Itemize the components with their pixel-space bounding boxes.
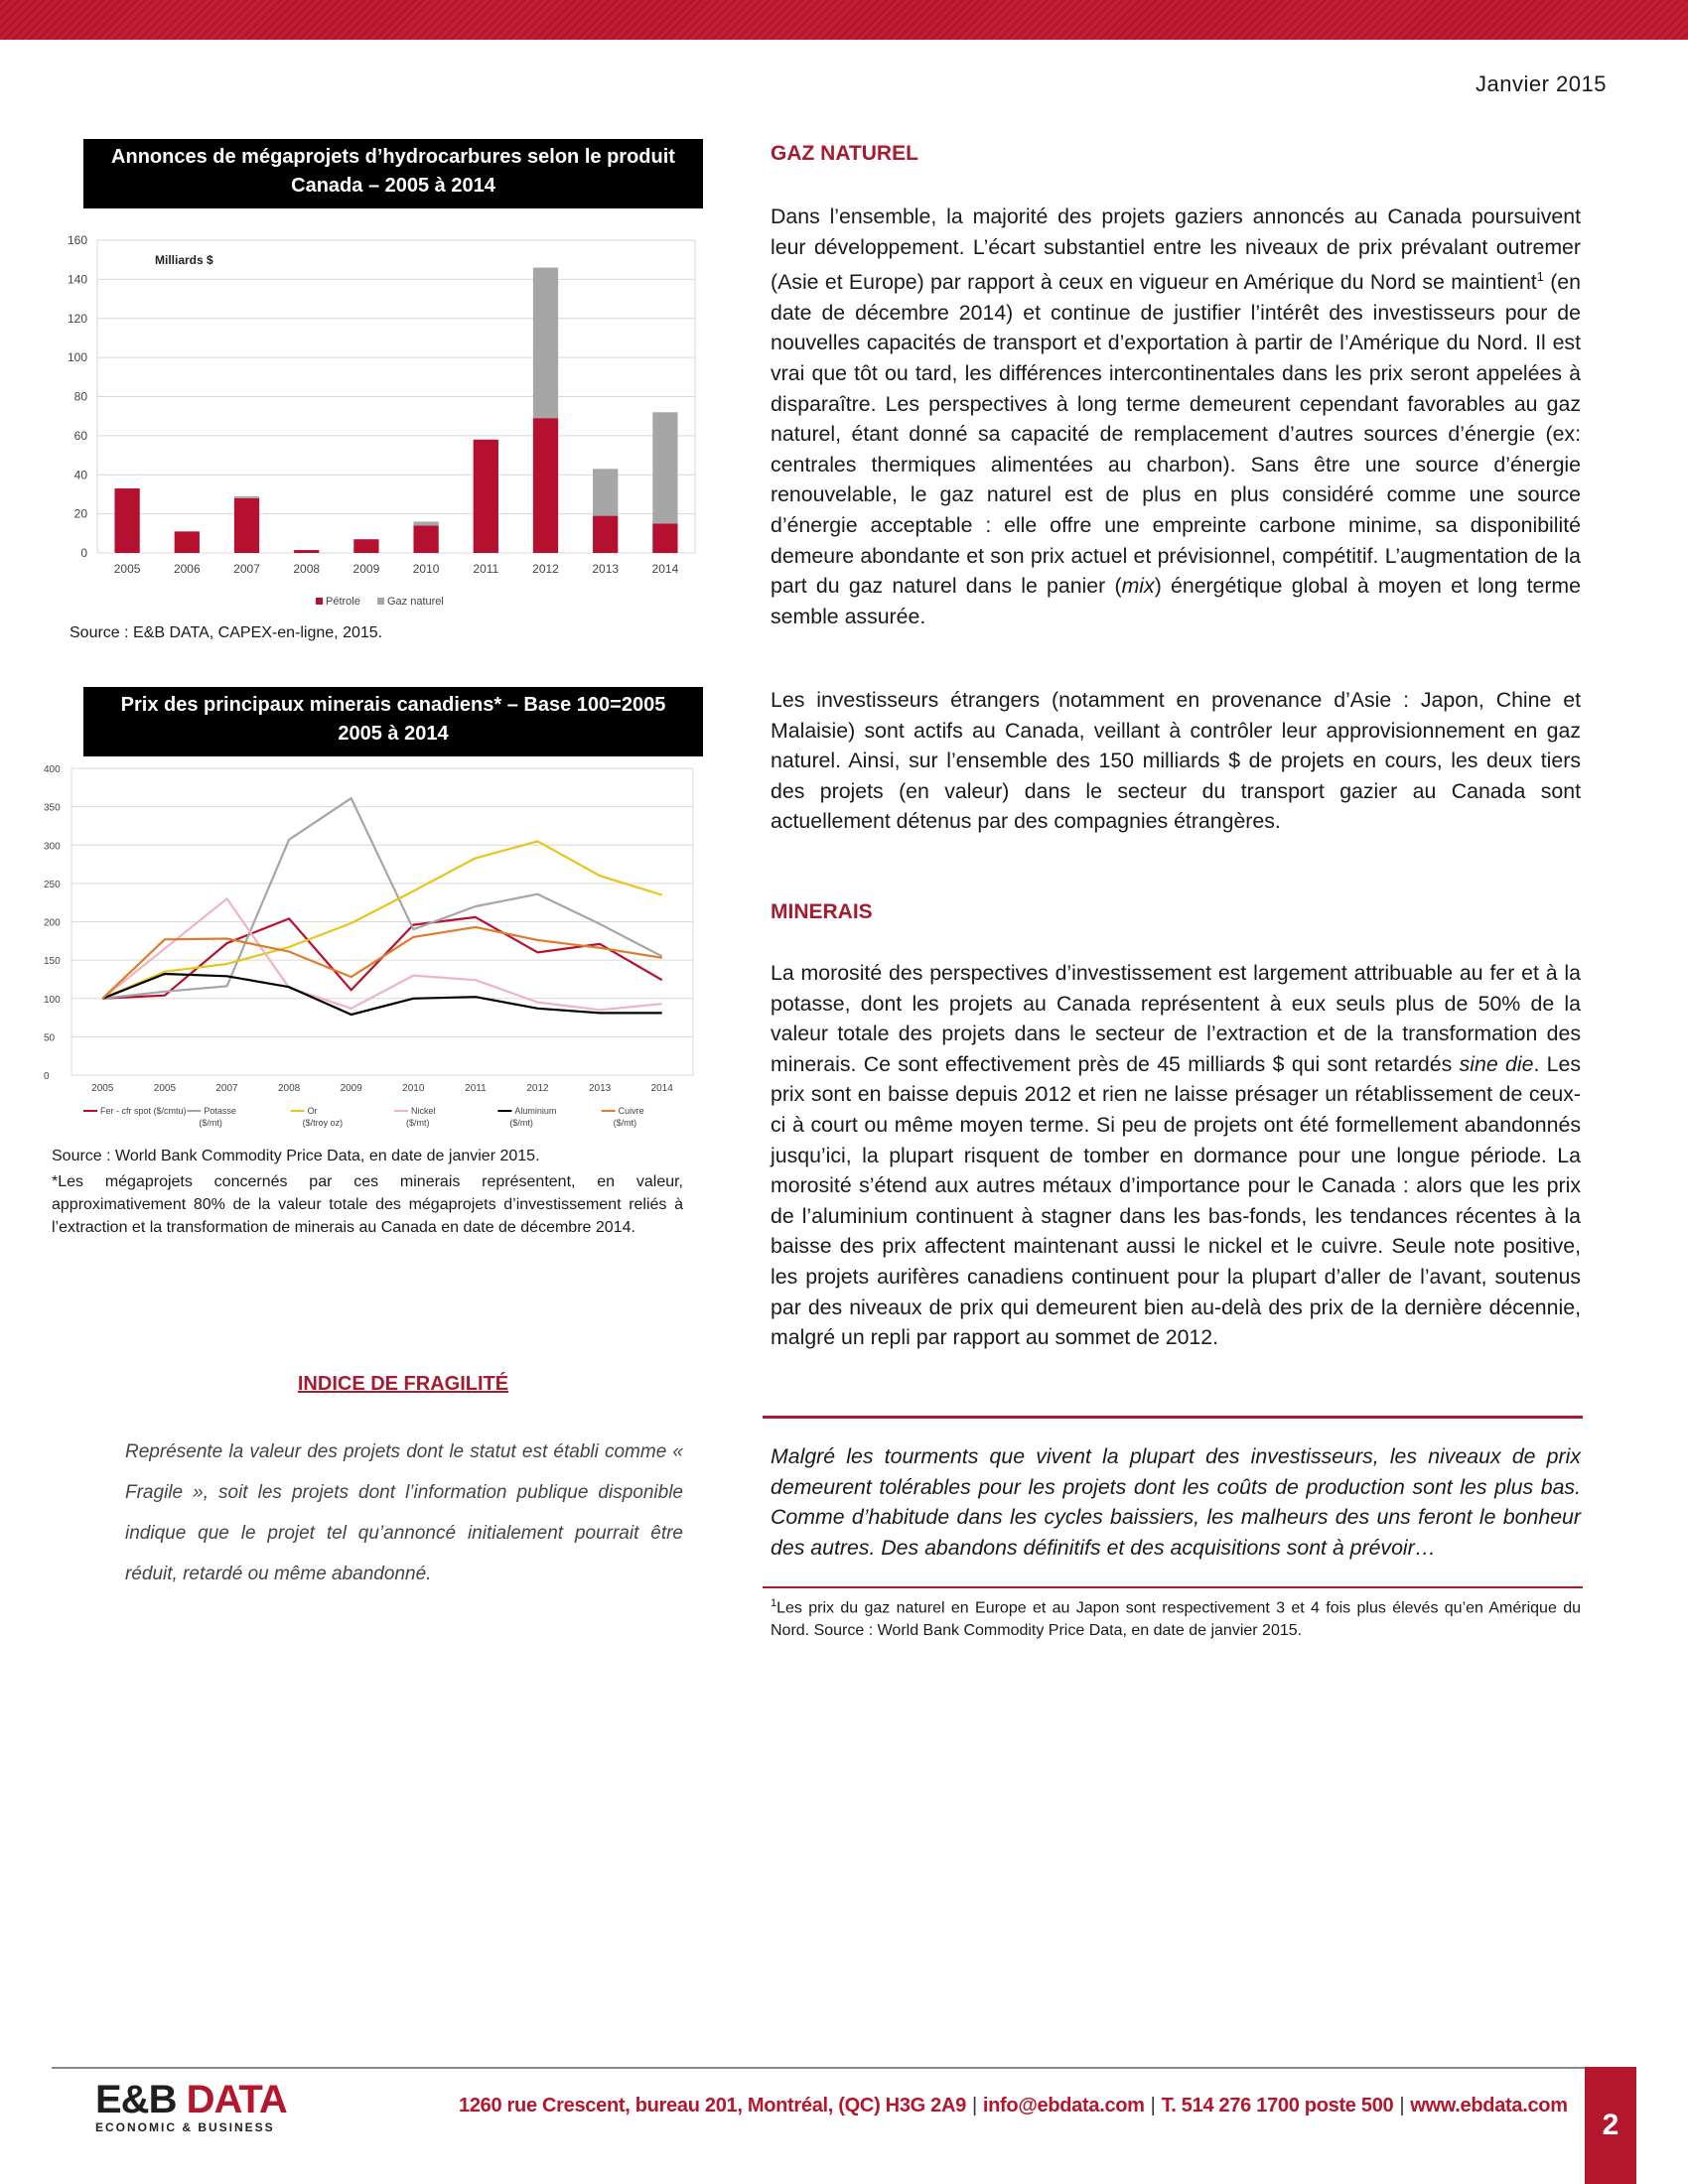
- fragility-title: INDICE DE FRAGILITÉ: [297, 1373, 509, 1395]
- chart1-legend-swatch: [316, 598, 323, 605]
- chart1-bar-gaz: [652, 412, 677, 523]
- chart1-title-line2: Canada – 2005 à 2014: [291, 175, 495, 197]
- conclusion-quote: Malgré les tourments que vivent la plupart des investisseurs, les niveaux de prix demeurent tolérables pour les projets dont les coûts de production sont les plus bas. Comme d’habitude dans les cycles baissiers, les malheurs des uns feront le bonheur des autres. Des abandons définitifs et des acquisitions sont à prévoir…: [771, 1444, 1581, 1560]
- chart1-bar-petrole: [234, 498, 259, 553]
- page-number: 2: [1585, 2067, 1636, 2184]
- chart1-x-tick-label: 2011: [473, 562, 499, 576]
- chart2-legend-label: Potasse: [204, 1106, 236, 1116]
- chart1-x-tick-label: 2006: [173, 562, 201, 576]
- chart2-x-tick-label: 2011: [465, 1083, 487, 1094]
- gaz-paragraph-2: Les investisseurs étrangers (notamment en provenance d’Asie : Japon, Chine et Malaisie) sont actifs au Canada, veillant à contrôler leur approvisionnement en gaz naturel. Ainsi, sur l’ensemble des 150 milliards $ de projets en cours, les deux tiers des projets (en valeur) dans le secteur du transport gazier au Canada sont actuellement détenus par des compagnies étrangères.: [771, 688, 1581, 834]
- chart1-bar-petrole: [294, 550, 319, 553]
- chart2-y-tick-label: 100: [44, 994, 61, 1006]
- chart2-legend-label: Aluminium: [514, 1106, 557, 1116]
- chart2-title-line1: Prix des principaux minerais canadiens* – Base 100=2005: [120, 694, 666, 716]
- chart1-bar-chart: [50, 228, 705, 615]
- chart1-x-tick-label: 2009: [352, 562, 380, 576]
- chart2-x-tick-label: 2012: [526, 1083, 549, 1094]
- chart2-legend-label-unit: ($/mt): [199, 1118, 222, 1128]
- chart1-x-tick-label: 2012: [532, 562, 559, 576]
- chart2-legend-label: Fer - cfr spot ($/cmtu): [100, 1106, 187, 1116]
- chart1-bar-petrole: [413, 525, 438, 553]
- chart2-series-line: [102, 927, 661, 999]
- chart1-bar-gaz: [533, 268, 558, 419]
- chart2-legend-label-unit: ($/mt): [613, 1118, 637, 1128]
- chart2-note: *Les mégaprojets concernés par ces minerais représentent, en valeur, approximativement 80% de la valeur totale des mégaprojets d’investissement reliés à l’extraction et la transformation de minerais au Canada en date de décembre 2014.: [52, 1173, 683, 1236]
- chart1-y-tick-label: 80: [73, 389, 87, 404]
- chart2-x-tick-label: 2005: [91, 1083, 114, 1094]
- chart2-line-chart: [38, 762, 705, 1146]
- chart1-x-tick-label: 2010: [412, 562, 440, 576]
- chart1-y-tick-label: 140: [67, 272, 87, 287]
- chart1-y-tick-label: 0: [80, 546, 87, 560]
- chart2-legend-label: Cuivre: [618, 1106, 644, 1116]
- minerais-paragraph: La morosité des perspectives d’investissement est largement attribuable au fer et à la potasse, dont les projets au Canada représentent à eux seuls plus de 50% de la valeur totale des projets dans le secteur de l’extraction et de la transformation des minerais. Ce sont effectivement près de 45 milliards $ qui sont retardés sine die. Les prix sont en baisse depuis 2012 et rien ne laisse présager un rétablissement de ceux-ci à court ou même moyen terme. Si peu de projets ont été formellement abandonnés jusqu’ici, la plupart risquent de tomber en dormance pour une longue période. La morosité s’étend aux autres métaux d’importance pour le Canada : alors que les prix de l’aluminium continuent à stagner dans les bas-fonds, les tendances récentes à la baisse des prix affectent maintenant aussi le nickel et le cuivre. Seule note positive, les projets aurifères canadiens continuent pour la plupart d’aller de l’avant, soutenus par des niveaux de prix qui demeurent bien au-delà des prix de la dernière décennie, malgré un repli par rapport au sommet de 2012.: [771, 961, 1582, 1350]
- minerais-section-title: MINERAIS: [771, 900, 873, 923]
- footnote: $^1$Les prix du gaz naturel en Europe et au Japon sont respectivement 3 et 4 fois plus élevés qu’en Amérique du Nord. Source : World Bank Commodity Price Data, en date de janvier 2015.: [771, 1597, 1581, 1640]
- chart1-bar-petrole: [652, 523, 677, 553]
- eb-data-logo: E&B DATA ECONOMIC & BUSINESS: [95, 2078, 287, 2134]
- chart1-y-tick-label: 160: [67, 233, 87, 247]
- chart2-y-tick-label: 200: [44, 917, 61, 929]
- chart2-x-tick-label: 2013: [588, 1083, 612, 1094]
- chart2-x-tick-label: 2007: [215, 1083, 238, 1094]
- chart1-y-tick-label: 40: [73, 468, 87, 482]
- chart1-x-tick-label: 2007: [233, 562, 260, 576]
- chart1-x-tick-label: 2013: [592, 562, 620, 576]
- chart1-x-tick-label: 2014: [651, 562, 679, 576]
- chart1-x-tick-label: 2005: [113, 562, 141, 576]
- chart2-legend-label-unit: ($/mt): [406, 1118, 430, 1128]
- chart2-x-tick-label: 2008: [277, 1083, 301, 1094]
- quote-divider-top: [763, 1416, 1583, 1419]
- chart1-bar-petrole: [593, 516, 618, 553]
- chart2-y-tick-label: 250: [44, 879, 61, 890]
- chart1-ylabel: Milliards $: [155, 253, 213, 267]
- chart1-bar-gaz: [593, 469, 618, 515]
- chart2-source: Source : World Bank Commodity Price Data, en date de janvier 2015.: [52, 1148, 540, 1164]
- chart1-y-tick-label: 120: [67, 311, 87, 326]
- chart1-x-tick-label: 2008: [293, 562, 321, 576]
- footer-rule: [52, 2067, 1636, 2069]
- chart2-y-tick-label: 300: [44, 841, 61, 853]
- top-red-band: [0, 0, 1688, 40]
- chart2-y-tick-label: 400: [44, 764, 61, 775]
- chart1-bar-petrole: [175, 531, 200, 553]
- chart2-series-line: [102, 974, 661, 1015]
- chart1-bar-petrole: [353, 539, 378, 553]
- chart2-y-tick-label: 150: [44, 956, 61, 968]
- chart2-legend-label: Nickel: [411, 1106, 436, 1116]
- chart1-title: [83, 139, 703, 208]
- chart1-legend-label: Gaz naturel: [387, 596, 444, 608]
- footer-address: 1260 rue Crescent, bureau 201, Montréal, (QC) H3G 2A9: [459, 2095, 966, 2116]
- chart1-bar-gaz: [234, 496, 259, 498]
- chart2-legend-label-unit: ($/troy oz): [302, 1118, 344, 1128]
- chart2-y-tick-label: 50: [44, 1032, 56, 1044]
- chart2-x-tick-label: 2010: [402, 1083, 425, 1094]
- chart1-bar-petrole: [533, 418, 558, 553]
- chart2-x-tick-label: 2014: [650, 1083, 673, 1094]
- chart1-bar-petrole: [114, 488, 139, 553]
- chart1-y-tick-label: 60: [73, 428, 87, 443]
- chart1-bar-petrole: [474, 440, 498, 553]
- chart2-y-tick-label: 0: [44, 1071, 50, 1082]
- chart1-title-line1: Annonces de mégaprojets d’hydrocarbures selon le produit: [111, 146, 675, 168]
- chart1-y-tick-label: 100: [67, 350, 87, 365]
- footer-email-link[interactable]: info@ebdata.com: [982, 2095, 1145, 2116]
- gaz-paragraph-1: Dans l’ensemble, la majorité des projets gaziers annoncés au Canada poursuivent leur développement. L’écart substantiel entre les niveaux de prix prévalant outremer (Asie et Europe) par rapport à ceux en vigueur en Amérique du Nord se maintient$^1$ (en date de décembre 2014) et continue de justifier l’intérêt des investisseurs pour de nouvelles capacités de transport et d’exportation à partir de l’Amérique du Nord. Il est vrai que tôt ou tard, les différences intercontinentales dans les prix seront appelées à disparaître. Les perspectives à long terme demeurent cependant favorables au gaz naturel, étant donné sa capacité de remplacement d’autres sources d’énergie (ex: centrales thermiques alimentées au charbon). Sans être une source d’énergie renouvelable, le gaz naturel est de plus en plus considéré comme une source d’énergie acceptable : elle offre une empreinte carbone minime, sa disponibilité demeure abondante et son prix actuel et prévisionnel, compétitif. L’augmentation de la part du gaz naturel dans le panier (mix) énergétique global à moyen et long terme semble assurée.: [771, 205, 1582, 628]
- fragility-text: Représente la valeur des projets dont le statut est établi comme « Fragile », soit les projets dont l’information publique disponible indique que le projet tel qu’annoncé initialement pourrait être réduit, retardé ou même abandonné.: [125, 1441, 683, 1584]
- chart1-source: Source : E&B DATA, CAPEX-en-ligne, 2015.: [70, 624, 383, 641]
- footer-phone: T. 514 276 1700 poste 500: [1161, 2095, 1394, 2116]
- chart1-legend-swatch: [377, 598, 384, 605]
- chart1-legend-label: Pétrole: [326, 596, 360, 608]
- chart2-x-tick-label: 2009: [340, 1083, 362, 1094]
- footnote-ref: 1: [1536, 269, 1544, 285]
- footer-contact: 1260 rue Crescent, bureau 201, Montréal, (QC) H3G 2A9 | info@ebdata.com | T. 514 276 1700 poste 500 | www.ebdata.com: [459, 2095, 1568, 2116]
- chart1-y-tick-label: 20: [73, 506, 87, 521]
- chart1-bar-gaz: [413, 522, 438, 526]
- issue-date: Janvier 2015: [1476, 71, 1607, 96]
- chart2-series-line: [102, 898, 661, 1010]
- chart2-x-tick-label: 2005: [153, 1083, 177, 1094]
- footer-web-link[interactable]: www.ebdata.com: [1410, 2095, 1568, 2116]
- chart2-title: [83, 687, 703, 756]
- chart2-title-line2: 2005 à 2014: [338, 723, 449, 745]
- footnote-divider: [763, 1586, 1583, 1588]
- chart2-y-tick-label: 350: [44, 802, 61, 814]
- chart2-legend-label-unit: ($/mt): [509, 1118, 533, 1128]
- chart2-legend-label: Or: [307, 1106, 318, 1116]
- gaz-section-title: GAZ NATUREL: [771, 142, 918, 165]
